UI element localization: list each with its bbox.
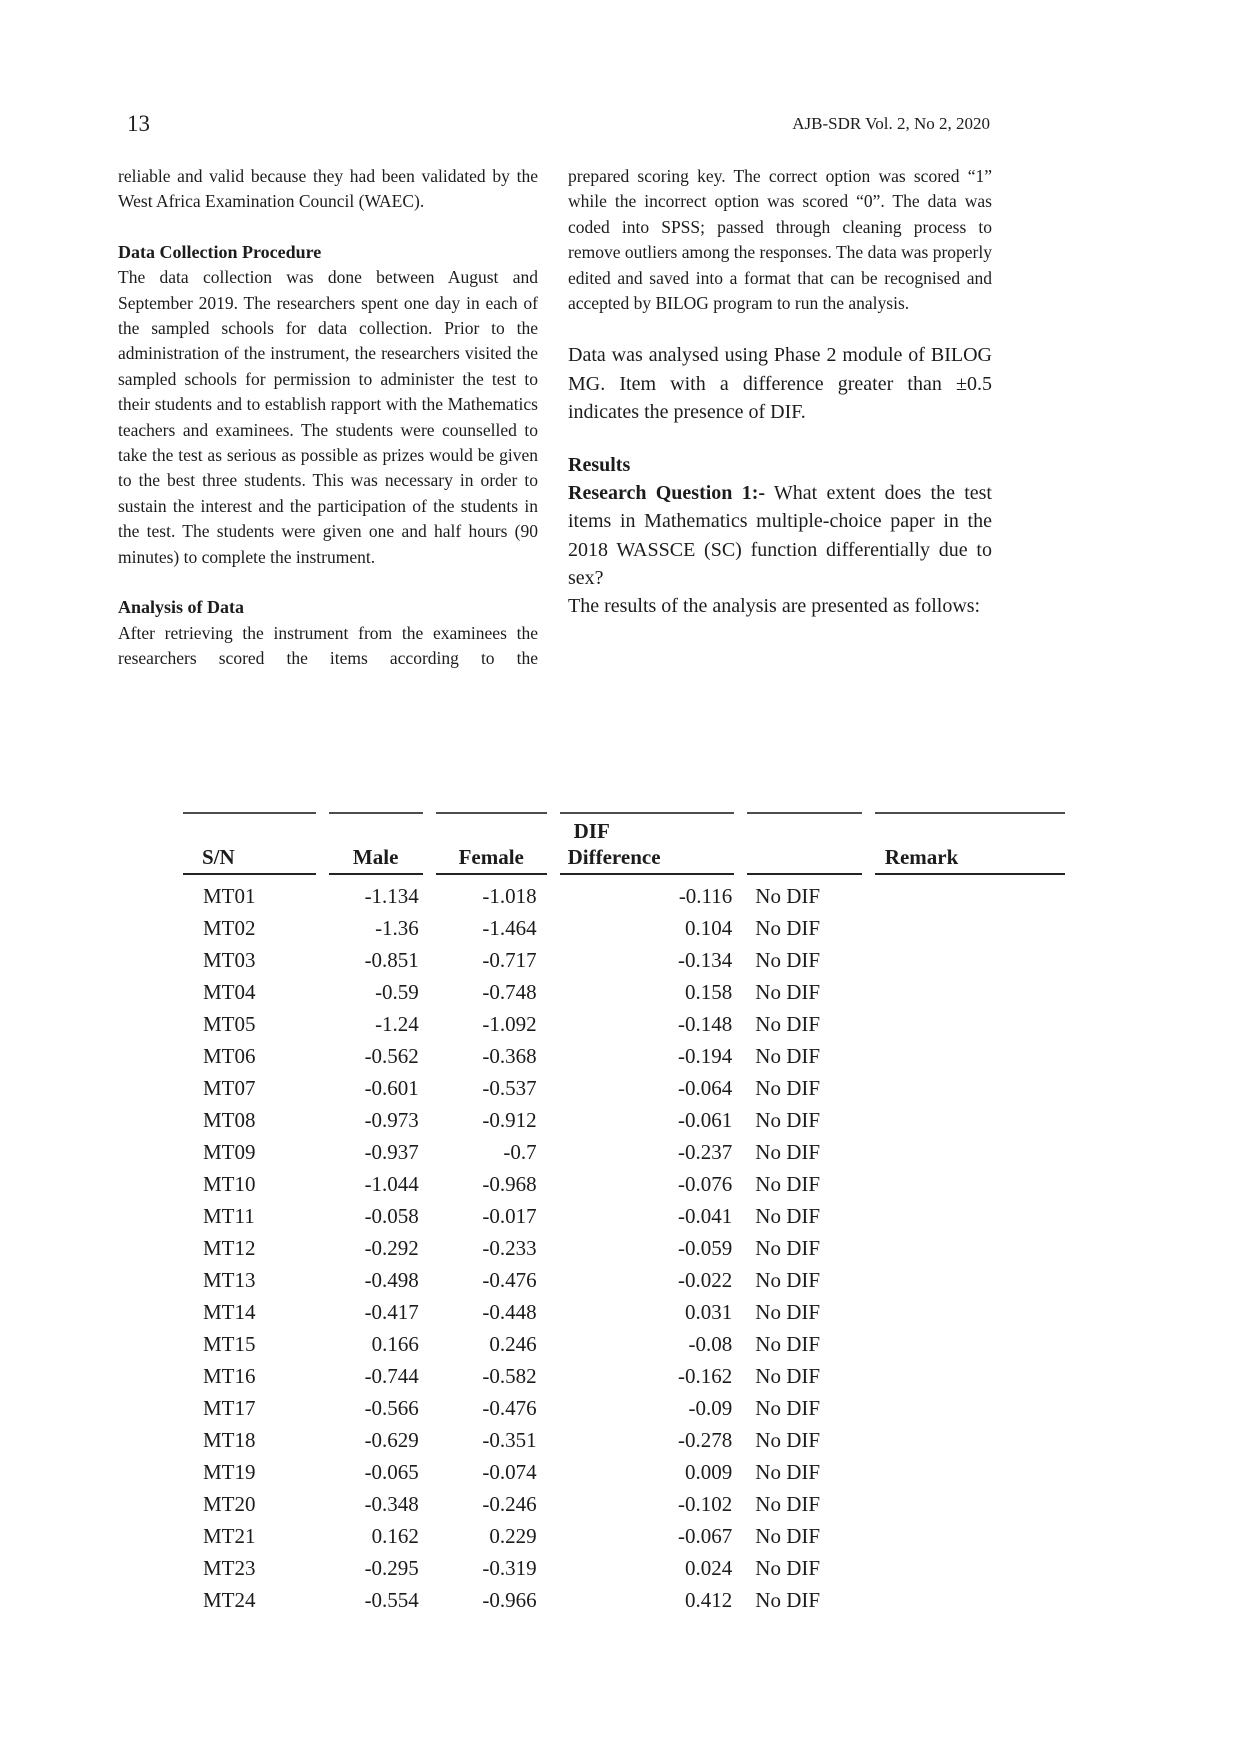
item-id: MT13: [203, 1268, 256, 1292]
male-value: -1.36: [375, 916, 419, 940]
table-row: [183, 912, 1065, 944]
table-row: [183, 1456, 1065, 1488]
paragraph-scoring-key: prepared scoring key. The correct option was scored “1” while the incorrect option was scored “0”. The data was coded into SPSS; passed through cleaning process to remove outliers among the responses. The data was properly edited and saved into a format that can be recognised and accepted by BILOG program to run the analysis.: [568, 166, 992, 314]
remark-value: No DIF: [755, 1396, 821, 1420]
remark-value: No DIF: [755, 916, 821, 940]
dif-difference-value: -0.064: [678, 1076, 733, 1100]
remark-value: No DIF: [755, 1172, 821, 1196]
remark-value: No DIF: [755, 1044, 821, 1068]
male-value: -0.417: [364, 1300, 419, 1324]
male-value: -0.566: [364, 1396, 419, 1420]
dif-results-table-wrap: [170, 812, 1078, 1616]
item-id: MT08: [203, 1108, 256, 1132]
dif-difference-value: 0.024: [685, 1556, 733, 1580]
item-id: MT14: [203, 1300, 256, 1324]
table-row: [183, 1488, 1065, 1520]
dif-difference-value: -0.194: [678, 1044, 733, 1068]
remark-empty-cell: [875, 1232, 1065, 1264]
table-row: [183, 1104, 1065, 1136]
item-id: MT02: [203, 916, 256, 940]
female-value: -0.717: [482, 948, 537, 972]
remark-value: No DIF: [755, 1204, 821, 1228]
remark-value: No DIF: [755, 1076, 821, 1100]
column-header-male: Male: [329, 812, 423, 875]
table-row: [183, 1296, 1065, 1328]
table-row: [183, 1328, 1065, 1360]
male-value: -0.851: [364, 948, 419, 972]
table-row: [183, 1232, 1065, 1264]
dif-table-head: [183, 812, 1065, 875]
paragraph-validity: reliable and valid because they had been validated by the West Africa Examination Council (WAEC).: [118, 166, 538, 212]
female-value: 0.246: [489, 1332, 537, 1356]
item-id: MT05: [203, 1012, 256, 1036]
male-value: -0.295: [364, 1556, 419, 1580]
female-value: -0.748: [482, 980, 537, 1004]
page-header: [127, 110, 990, 138]
paragraph-analysis-of-data: After retrieving the instrument from the examinees the researchers scored the items according to the: [118, 622, 538, 668]
table-row: [183, 1072, 1065, 1104]
remark-empty-cell: [875, 1456, 1065, 1488]
male-value: -0.554: [364, 1588, 419, 1612]
female-value: -0.368: [482, 1044, 537, 1068]
item-id: MT03: [203, 948, 256, 972]
remark-value: No DIF: [755, 948, 821, 972]
remark-value: No DIF: [755, 1460, 821, 1484]
research-question-label: Research Question 1:-: [568, 482, 766, 505]
remark-empty-cell: [875, 1200, 1065, 1232]
female-value: -0.537: [482, 1076, 537, 1100]
journal-reference: AJB-SDR Vol. 2, No 2, 2020: [792, 114, 990, 133]
heading-results: Results: [568, 454, 631, 477]
remark-value: No DIF: [755, 1428, 821, 1452]
paragraph-bilog-analysis: Data was analysed using Phase 2 module of BILOG MG. Item with a difference greater than ±0.5 indicates the presence of DIF.: [568, 344, 992, 423]
female-value: -1.018: [482, 884, 537, 908]
item-id: MT11: [203, 1204, 255, 1228]
female-value: -0.476: [482, 1396, 537, 1420]
female-value: -0.476: [482, 1268, 537, 1292]
table-row: [183, 875, 1065, 912]
paragraph-research-question: [568, 479, 992, 592]
table-row: [183, 1520, 1065, 1552]
column-header-unnamed: [747, 812, 862, 875]
male-value: -0.629: [364, 1428, 419, 1452]
remark-empty-cell: [875, 1360, 1065, 1392]
column-header-sn: S/N: [183, 812, 316, 875]
item-id: MT21: [203, 1524, 256, 1548]
column-header-female: Female: [436, 812, 547, 875]
dif-difference-value: -0.041: [678, 1204, 733, 1228]
remark-empty-cell: [875, 1488, 1065, 1520]
remark-empty-cell: [875, 1552, 1065, 1584]
remark-value: No DIF: [755, 1492, 821, 1516]
remark-empty-cell: [875, 1008, 1065, 1040]
table-row: [183, 1264, 1065, 1296]
table-row: [183, 1392, 1065, 1424]
dif-table-body: [183, 875, 1065, 1616]
remark-value: No DIF: [755, 980, 821, 1004]
remark-value: No DIF: [755, 1236, 821, 1260]
remark-value: No DIF: [755, 1332, 821, 1356]
female-value: -1.464: [482, 916, 537, 940]
remark-empty-cell: [875, 1328, 1065, 1360]
table-row: [183, 1168, 1065, 1200]
remark-value: No DIF: [755, 1588, 821, 1612]
female-value: -0.7: [503, 1140, 537, 1164]
research-question-text: What extent does the test items in Mathematics multiple-choice paper in the 2018 WASSCE (SC) function differentially due to sex?: [568, 482, 992, 589]
remark-empty-cell: [875, 1136, 1065, 1168]
remark-value: No DIF: [755, 1012, 821, 1036]
female-value: -0.319: [482, 1556, 537, 1580]
dif-difference-value: -0.076: [678, 1172, 733, 1196]
item-id: MT16: [203, 1364, 256, 1388]
female-value: -0.966: [482, 1588, 537, 1612]
table-row: [183, 1552, 1065, 1584]
remark-empty-cell: [875, 1264, 1065, 1296]
dif-difference-value: 0.158: [685, 980, 733, 1004]
remark-empty-cell: [875, 1040, 1065, 1072]
remark-value: No DIF: [755, 884, 821, 908]
remark-value: No DIF: [755, 1364, 821, 1388]
table-row: [183, 944, 1065, 976]
male-value: -0.601: [364, 1076, 419, 1100]
male-value: -0.498: [364, 1268, 419, 1292]
table-row: [183, 976, 1065, 1008]
female-value: -0.246: [482, 1492, 537, 1516]
remark-empty-cell: [875, 1392, 1065, 1424]
male-value: -1.044: [364, 1172, 419, 1196]
item-id: MT09: [203, 1140, 256, 1164]
dif-header-line2: Difference: [567, 845, 661, 869]
male-value: -0.292: [364, 1236, 419, 1260]
heading-analysis-of-data: Analysis of Data: [118, 597, 245, 618]
heading-data-collection-procedure: Data Collection Procedure: [118, 241, 322, 262]
dif-difference-value: -0.237: [678, 1140, 733, 1164]
dif-difference-value: -0.134: [678, 948, 733, 972]
female-value: -0.074: [482, 1460, 537, 1484]
remark-empty-cell: [875, 944, 1065, 976]
female-value: -0.351: [482, 1428, 537, 1452]
table-row: [183, 1040, 1065, 1072]
dif-difference-value: -0.102: [678, 1492, 733, 1516]
female-value: 0.229: [489, 1524, 537, 1548]
dif-header-line1: DIF: [573, 819, 610, 843]
dif-difference-value: 0.104: [685, 916, 733, 940]
dif-results-table: [170, 812, 1078, 1616]
table-row: [183, 1584, 1065, 1616]
remark-empty-cell: [875, 875, 1065, 912]
table-row: [183, 1360, 1065, 1392]
dif-difference-value: -0.148: [678, 1012, 733, 1036]
dif-difference-value: -0.067: [678, 1524, 733, 1548]
remark-empty-cell: [875, 1168, 1065, 1200]
item-id: MT17: [203, 1396, 256, 1420]
dif-difference-value: 0.031: [685, 1300, 733, 1324]
remark-value: No DIF: [755, 1140, 821, 1164]
remark-empty-cell: [875, 912, 1065, 944]
dif-difference-value: -0.09: [688, 1396, 733, 1420]
remark-empty-cell: [875, 976, 1065, 1008]
remark-value: No DIF: [755, 1268, 821, 1292]
remark-value: No DIF: [755, 1556, 821, 1580]
table-row: [183, 1008, 1065, 1040]
dif-difference-value: 0.009: [685, 1460, 733, 1484]
item-id: MT23: [203, 1556, 256, 1580]
remark-value: No DIF: [755, 1300, 821, 1324]
dif-difference-value: -0.116: [678, 884, 733, 908]
male-value: -0.59: [375, 980, 419, 1004]
male-value: -0.973: [364, 1108, 419, 1132]
item-id: MT12: [203, 1236, 256, 1260]
dif-difference-value: -0.061: [678, 1108, 733, 1132]
female-value: -0.233: [482, 1236, 537, 1260]
table-row: [183, 1136, 1065, 1168]
remark-empty-cell: [875, 1072, 1065, 1104]
dif-difference-value: -0.059: [678, 1236, 733, 1260]
female-value: -0.017: [482, 1204, 537, 1228]
female-value: -0.448: [482, 1300, 537, 1324]
male-value: 0.162: [371, 1524, 419, 1548]
dif-difference-value: -0.022: [678, 1268, 733, 1292]
header-row: [183, 812, 1065, 875]
male-value: -0.058: [364, 1204, 419, 1228]
item-id: MT10: [203, 1172, 256, 1196]
male-value: -1.134: [364, 884, 419, 908]
paragraph-results-intro: The results of the analysis are presented as follows:: [568, 595, 981, 618]
male-value: -1.24: [375, 1012, 419, 1036]
two-column-body: [118, 164, 992, 671]
item-id: MT18: [203, 1428, 256, 1452]
remark-empty-cell: [875, 1424, 1065, 1456]
page-number: 13: [127, 111, 150, 136]
paragraph-data-collection: The data collection was done between August and September 2019. The researchers spent one day in each of the sampled schools for data collection. Prior to the administration of the instrument, the researchers visited the sampled schools for permission to administer the test to their students and to establish rapport with the Mathematics teachers and examinees. The students were counselled to take the test as serious as possible as prizes would be given to the best three students. This was necessary in order to sustain the interest and the participation of the students in the test. The students were given one and half hours (90 minutes) to complete the instrument.: [118, 267, 538, 567]
left-column: [118, 164, 538, 671]
female-value: -1.092: [482, 1012, 537, 1036]
male-value: -0.562: [364, 1044, 419, 1068]
male-value: -0.348: [364, 1492, 419, 1516]
remark-value: No DIF: [755, 1524, 821, 1548]
item-id: MT07: [203, 1076, 256, 1100]
remark-empty-cell: [875, 1104, 1065, 1136]
item-id: MT15: [203, 1332, 256, 1356]
male-value: 0.166: [371, 1332, 419, 1356]
table-row: [183, 1424, 1065, 1456]
male-value: -0.744: [364, 1364, 419, 1388]
male-value: -0.937: [364, 1140, 419, 1164]
item-id: MT06: [203, 1044, 256, 1068]
item-id: MT19: [203, 1460, 256, 1484]
right-column: [568, 164, 992, 671]
item-id: MT20: [203, 1492, 256, 1516]
female-value: -0.582: [482, 1364, 537, 1388]
item-id: MT24: [203, 1588, 256, 1612]
female-value: -0.968: [482, 1172, 537, 1196]
table-row: [183, 1200, 1065, 1232]
female-value: -0.912: [482, 1108, 537, 1132]
item-id: MT04: [203, 980, 256, 1004]
item-id: MT01: [203, 884, 256, 908]
dif-difference-value: -0.08: [688, 1332, 733, 1356]
column-header-dif-difference: [560, 812, 735, 875]
remark-empty-cell: [875, 1520, 1065, 1552]
remark-empty-cell: [875, 1584, 1065, 1616]
column-header-remark: Remark: [875, 812, 1065, 875]
male-value: -0.065: [364, 1460, 419, 1484]
remark-empty-cell: [875, 1296, 1065, 1328]
remark-value: No DIF: [755, 1108, 821, 1132]
dif-difference-value: -0.278: [678, 1428, 733, 1452]
dif-difference-value: -0.162: [678, 1364, 733, 1388]
dif-difference-value: 0.412: [685, 1588, 733, 1612]
